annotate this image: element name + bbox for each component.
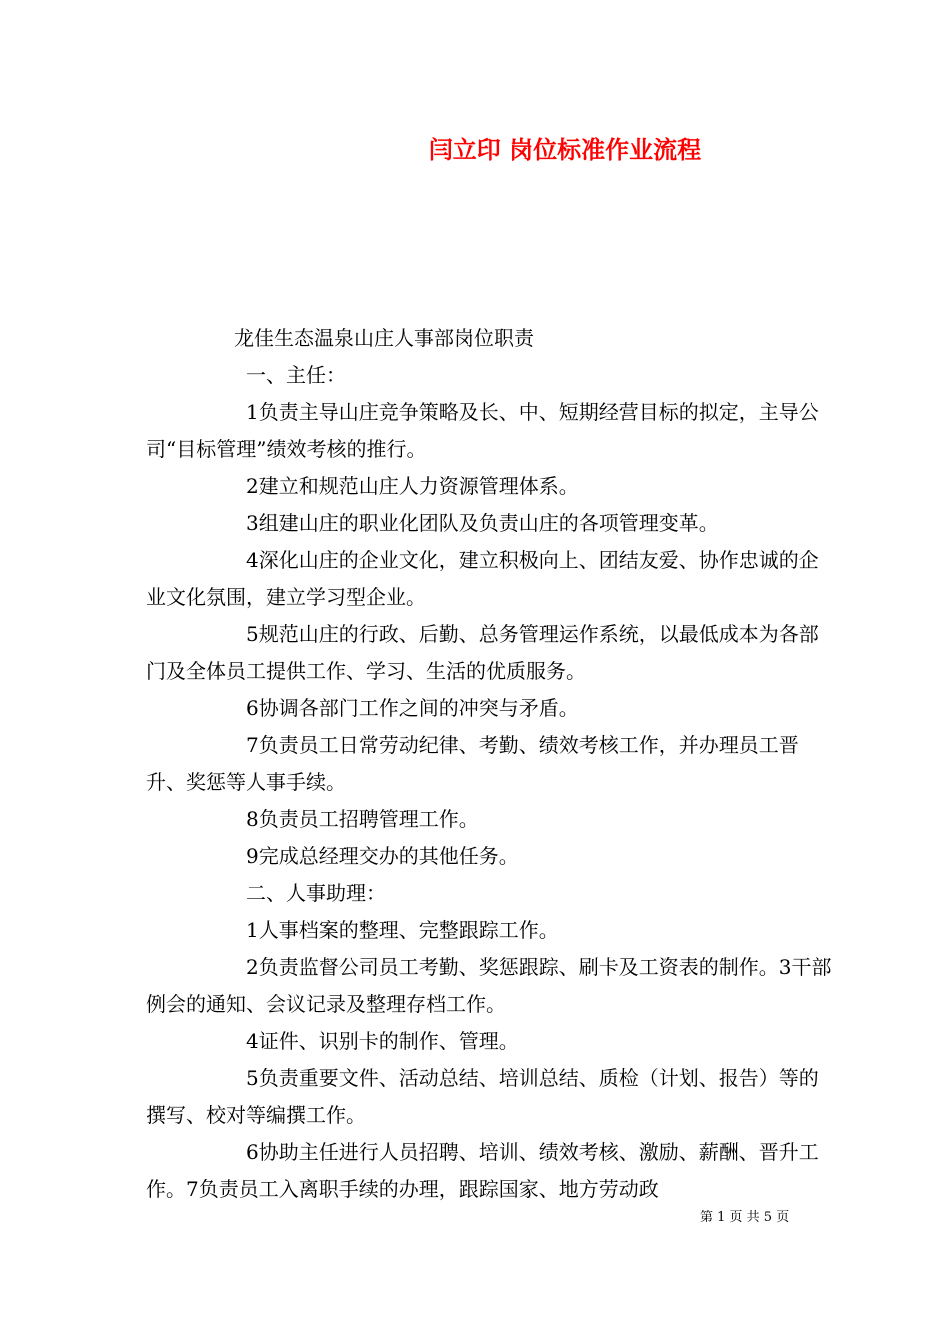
document-body bbox=[146, 320, 836, 1208]
paragraph: 6协助主任进行人员招聘、培训、绩效考核、激励、薪酬、晋升工作。7负责员工入离职手续的办理，跟踪国家、地方劳动政 bbox=[146, 1140, 819, 1201]
paragraph: 5规范山庄的行政、后勤、总务管理运作系统，以最低成本为各部门及全体员工提供工作、学习、生活的优质服务。 bbox=[146, 622, 819, 683]
paragraph: 2建立和规范山庄人力资源管理体系。 bbox=[246, 474, 579, 498]
page-footer: 第 1 页 共 5 页 bbox=[700, 1210, 790, 1225]
paragraph: 5负责重要文件、活动总结、培训总结、质检（计划、报告）等的撰写、校对等编撰工作。 bbox=[146, 1066, 819, 1127]
paragraph: 1负责主导山庄竞争策略及长、中、短期经营目标的拟定，主导公司“目标管理”绩效考核的推行。 bbox=[146, 400, 819, 461]
paragraph: 7负责员工日常劳动纪律、考勤、绩效考核工作，并办理员工晋升、奖惩等人事手续。 bbox=[146, 733, 799, 794]
document-title: 闫立印 岗位标准作业流程 bbox=[428, 135, 702, 164]
paragraph: 2负责监督公司员工考勤、奖惩跟踪、刷卡及工资表的制作。3干部例会的通知、会议记录及整理存档工作。 bbox=[146, 955, 832, 1016]
paragraph: 8负责员工招聘管理工作。 bbox=[246, 807, 479, 831]
paragraph-section-title: 龙佳生态温泉山庄人事部岗位职责 bbox=[234, 326, 534, 350]
paragraph: 4深化山庄的企业文化，建立积极向上、团结友爱、协作忠诚的企业文化氛围，建立学习型企业。 bbox=[146, 548, 819, 609]
paragraph-heading-director: 一、主任： bbox=[246, 363, 346, 387]
paragraph: 3组建山庄的职业化团队及负责山庄的各项管理变革。 bbox=[246, 511, 719, 535]
paragraph: 4证件、识别卡的制作、管理。 bbox=[246, 1029, 519, 1053]
paragraph: 6协调各部门工作之间的冲突与矛盾。 bbox=[246, 696, 579, 720]
paragraph: 1人事档案的整理、完整跟踪工作。 bbox=[246, 918, 559, 942]
paragraph-heading-hr-assistant: 二、人事助理： bbox=[246, 881, 386, 905]
paragraph: 9完成总经理交办的其他任务。 bbox=[246, 844, 519, 868]
